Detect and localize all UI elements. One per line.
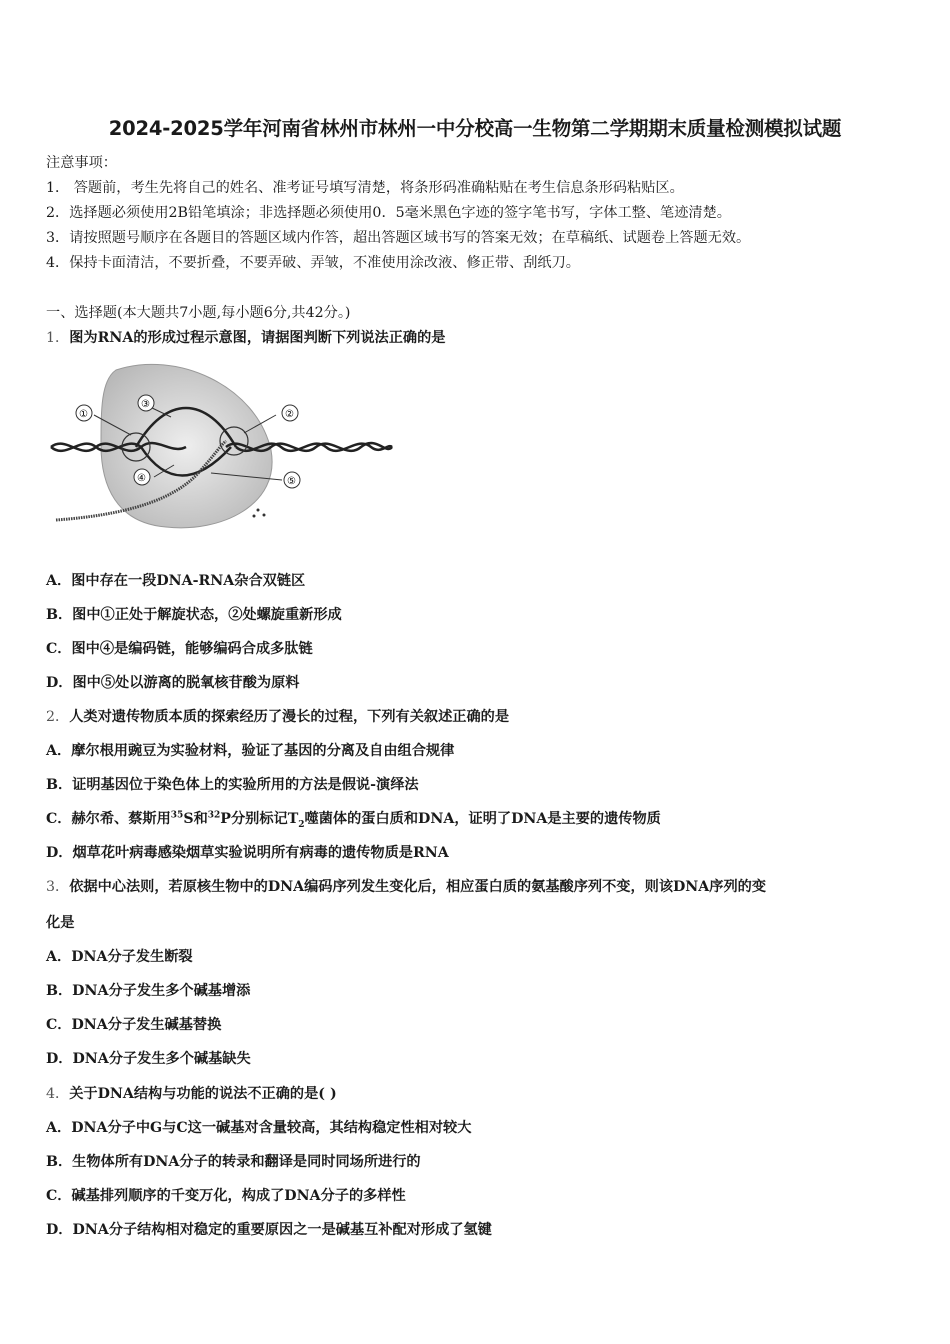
question-4-stem: 4．关于DNA结构与功能的说法不正确的是( ) — [46, 1086, 337, 1102]
q1-option-a: A．图中存在一段DNA-RNA杂合双链区 — [46, 573, 306, 589]
section-heading: 一、选择题(本大题共7小题,每小题6分,共42分。) — [46, 305, 351, 321]
page-title: 2024-2025学年河南省林州市林州一中分校高一生物第二学期期末质量检测模拟试题 — [108, 117, 842, 140]
question-3-stem: 3．依据中心法则，若原核生物中的DNA编码序列发生变化后，相应蛋白质的氨基酸序列不变，则该DNA序列的变 — [46, 879, 767, 895]
label-2: ② — [285, 409, 294, 420]
q4-option-a: A．DNA分子中G与C这一碱基对含量较高，其结构稳定性相对较大 — [46, 1120, 472, 1136]
q2-option-d: D．烟草花叶病毒感染烟草实验说明所有病毒的遗传物质是RNA — [46, 845, 449, 861]
q2-option-c: C．赫尔希、蔡斯用$^{35}$S和$^{32}$P分别标记$T_2$噬菌体的蛋白质和DNA，证明了DNA是主要的遗传物质 — [46, 810, 661, 830]
rna-transcription-diagram — [46, 355, 396, 535]
label-1: ① — [79, 409, 88, 420]
notice-item: 4．保持卡面清洁，不要折叠，不要弄破、弄皱，不准使用涂改液、修正带、刮纸刀。 — [46, 255, 580, 271]
q4-option-d: D．DNA分子结构相对稳定的重要原因之一是碱基互补配对形成了氢键 — [46, 1222, 492, 1238]
q3-option-a: A．DNA分子发生断裂 — [46, 949, 193, 965]
notice-heading: 注意事项： — [46, 155, 117, 171]
notice-item: 2．选择题必须使用2B铅笔填涂；非选择题必须使用0．5毫米黑色字迹的签字笔书写，字体工整、笔迹清楚。 — [46, 205, 731, 221]
q1-option-d: D．图中⑤处以游离的脱氧核苷酸为原料 — [46, 675, 300, 691]
q3-option-b: B．DNA分子发生多个碱基增添 — [46, 983, 251, 999]
label-5: ⑤ — [287, 476, 296, 487]
question-3-stem-cont: 化是 — [46, 915, 75, 931]
q4-option-c: C．碱基排列顺序的千变万化，构成了DNA分子的多样性 — [46, 1188, 406, 1204]
q3-option-c: C．DNA分子发生碱基替换 — [46, 1017, 222, 1033]
q1-option-c: C．图中④是编码链，能够编码合成多肽链 — [46, 641, 313, 657]
question-1-stem: 1．图为RNA的形成过程示意图，请据图判断下列说法正确的是 — [46, 330, 446, 346]
notice-item: 3．请按照题号顺序在各题目的答题区域内作答，超出答题区域书写的答案无效；在草稿纸、试题卷上答题无效。 — [46, 230, 751, 246]
q1-option-b: B．图中①正处于解旋状态，②处螺旋重新形成 — [46, 607, 342, 623]
q2-option-b: B．证明基因位于染色体上的实验所用的方法是假说-演绎法 — [46, 777, 419, 793]
label-4: ④ — [137, 473, 146, 484]
q2-option-a: A．摩尔根用豌豆为实验材料，验证了基因的分离及自由组合规律 — [46, 743, 455, 759]
q4-option-b: B．生物体所有DNA分子的转录和翻译是同时同场所进行的 — [46, 1154, 421, 1170]
label-3: ③ — [141, 399, 150, 410]
q3-option-d: D．DNA分子发生多个碱基缺失 — [46, 1051, 251, 1067]
notice-item: 1． 答题前，考生先将自己的姓名、准考证号填写清楚，将条形码准确粘贴在考生信息条形码粘贴区。 — [46, 180, 684, 196]
question-2-stem: 2．人类对遗传物质本质的探索经历了漫长的过程，下列有关叙述正确的是 — [46, 709, 510, 725]
